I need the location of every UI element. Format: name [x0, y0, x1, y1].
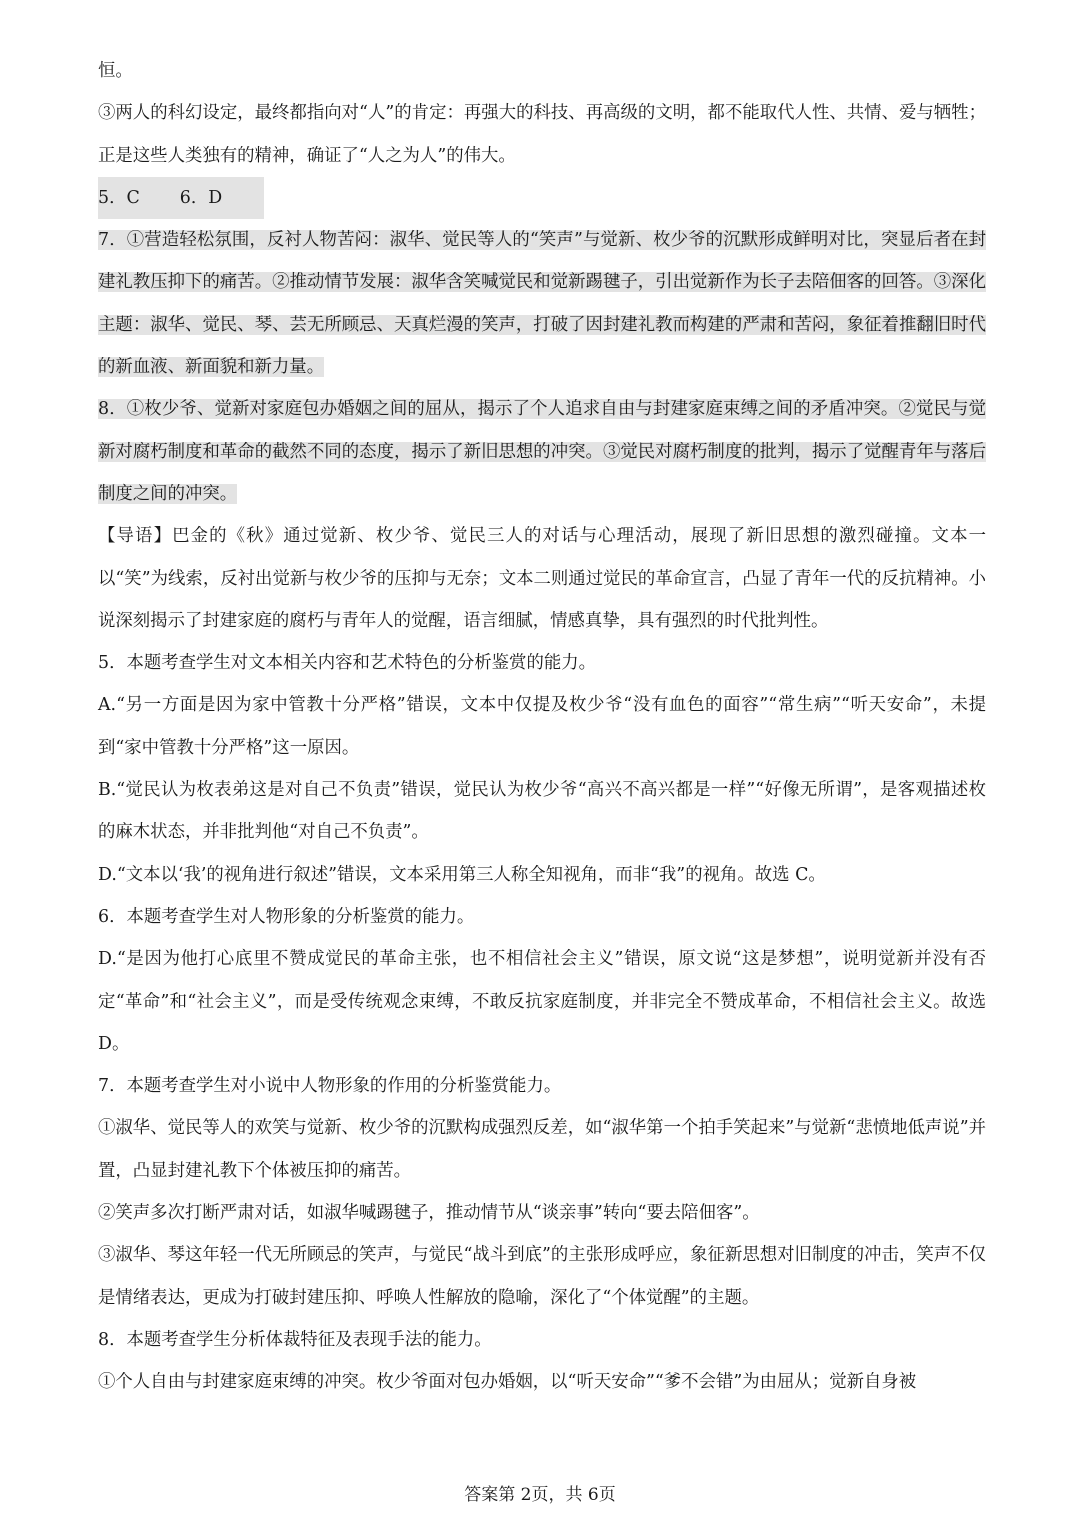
- analysis-6-option-d: D.“是因为他打心底里不赞成觉民的革命主张，也不相信社会主义”错误，原文说“这是梦想”，说明觉新并没有否定“革命”和“社会主义”，而是受传统观念束缚，不敢反抗家庭制度，并非完全不赞成革命，不相信社会主义。故选 D。: [98, 949, 986, 1054]
- analysis-8-heading: 8．本题考查学生分析体裁特征及表现手法的能力。: [98, 1329, 492, 1350]
- page-footer: 答案第 2页，共 6页: [464, 1485, 616, 1505]
- answer-key-5-6: [98, 177, 986, 219]
- paragraph-ending-fragment: 恒。: [98, 61, 133, 81]
- analysis-7-point-3: ③淑华、琴这年轻一代无所顾忌的笑声，与觉民“战斗到底”的主张形成呼应，象征新思想对旧制度的冲击，笑声不仅是情绪表达，更成为打破封建压抑、呼唤人性解放的隐喻，深化了“个体觉醒”的主题。: [98, 1245, 986, 1308]
- analysis-8-point-1: ①个人自由与封建家庭束缚的冲突。枚少爷面对包办婚姻，以“听天安命”“爹不会错”为由屈从；觉新自身被: [98, 1372, 917, 1393]
- answer-highlight: [98, 177, 264, 219]
- analysis-5-option-a: A.“另一方面是因为家中管教十分严格”错误，文本中仅提及枚少爷“没有血色的面容”“常生病”“听天安命”，未提到“家中管教十分严格”这一原因。: [98, 695, 986, 758]
- answer-6: 6．D: [179, 187, 223, 208]
- analysis-7-point-1: ①淑华、觉民等人的欢笑与觉新、枚少爷的沉默构成强烈反差，如“淑华第一个拍手笑起来”与觉新“悲愤地低声说”并置，凸显封建礼教下个体被压抑的痛苦。: [98, 1118, 986, 1181]
- answer-7-text: 7．①营造轻松氛围，反衬人物苦闷：淑华、觉民等人的“笑声”与觉新、枚少爷的沉默形成鲜明对比，突显后者在封建礼教压抑下的痛苦。②推动情节发展：淑华含笑喊觉民和觉新踢毽子，引出觉新作为长子去陪佃客的回答。③深化主题：淑华、觉民、琴、芸无所顾忌、天真烂漫的笑声，打破了因封建礼教而构建的严肃和苦闷，象征着推翻旧时代的新血液、新面貌和新力量。: [98, 230, 986, 378]
- analysis-6-heading: 6．本题考查学生对人物形象的分析鉴赏的能力。: [98, 906, 475, 927]
- answer-8: [98, 388, 986, 515]
- analysis-7-point-2: ②笑声多次打断严肃对话，如淑华喊踢毽子，推动情节从“谈亲事”转向“要去陪佃客”。: [98, 1203, 760, 1224]
- answer-8-text: 8．①枚少爷、觉新对家庭包办婚姻之间的屈从，揭示了个人追求自由与封建家庭束缚之间的矛盾冲突。②觉民与觉新对腐朽制度和革命的截然不同的态度，揭示了新旧思想的冲突。③觉民对腐朽制度的批判，揭示了觉醒青年与落后制度之间的冲突。: [98, 399, 986, 504]
- answer-5: 5．C: [98, 187, 140, 208]
- analysis-7-heading: 7．本题考查学生对小说中人物形象的作用的分析鉴赏能力。: [98, 1076, 562, 1097]
- analysis-5-option-d: D.“文本以‘我’的视角进行叙述”错误，文本采用第三人称全知视角，而非“我”的视角。故选 C。: [98, 864, 826, 885]
- document-body: [98, 50, 986, 1404]
- guide-intro: 【导语】巴金的《秋》通过觉新、枚少爷、觉民三人的对话与心理活动，展现了新旧思想的激烈碰撞。文本一以“笑”为线索，反衬出觉新与枚少爷的压抑与无奈；文本二则通过觉民的革命宣言，凸显了青年一代的反抗精神。小说深刻揭示了封建家庭的腐朽与青年人的觉醒，语言细腻，情感真挚，具有强烈的时代批判性。: [98, 526, 986, 631]
- answer-7: [98, 219, 986, 388]
- analysis-5-heading: 5．本题考查学生对文本相关内容和艺术特色的分析鉴赏的能力。: [98, 653, 597, 674]
- analysis-5-option-b: B.“觉民认为枚表弟这是对自己不负责”错误，觉民认为枚少爷“高兴不高兴都是一样”“好像无所谓”，是客观描述枚的麻木状态，并非批判他“对自己不负责”。: [98, 780, 986, 843]
- paragraph-point-3-scifi: ③两人的科幻设定，最终都指向对“人”的肯定：再强大的科技、再高级的文明，都不能取代人性、共情、爱与牺牲；正是这些人类独有的精神，确证了“人之为人”的伟大。: [98, 103, 986, 166]
